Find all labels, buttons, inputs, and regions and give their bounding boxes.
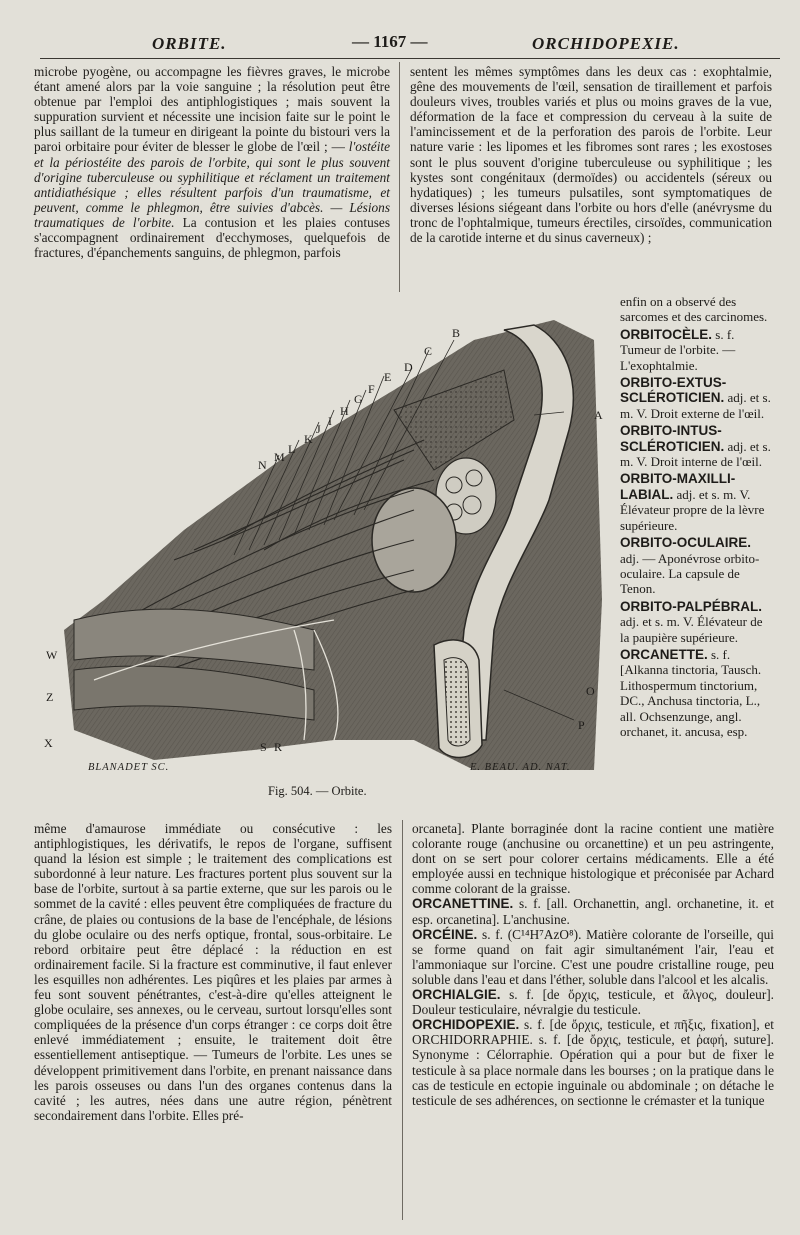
figure-label: F	[368, 382, 375, 396]
figure-label: P	[578, 718, 585, 732]
entry-headword: ORCÉINE.	[412, 926, 478, 942]
paragraph-text: sentent les mêmes symptômes dans les deux cas : exophtalmie, gêne des mouvements de l'œil, sensation de tiraillement et parfois douleurs vives, troubles variés et plus ou moins graves de la vue, déformation de la face et compression du cerveau à la suite de l'amincissement et de la perforation des parois de l'orbite. Leur nature varie : les lipomes et les fibromes sont rares ; les exostoses sont le plus souvent d'origine tuberculeuse ou syphilitique ; les kystes sont congénitaux (dermoïdes) ou accidentels (séreux ou hydatiques) ; les tumeurs pulsatiles, sont symptomatiques de diverses lésions siégeant dans l'orbite ou hors d'elle (anévrysme du tronc de l'ophtalmique, tumeurs érectiles, cirsoïdes, communication de la carotide interne et du sinus caverneux) ;	[410, 64, 772, 246]
entry-definition: adj. — Aponévrose orbito-oculaire. La capsule de Tenon.	[620, 550, 760, 597]
figure-label: X	[44, 736, 53, 750]
left-column-bottom	[34, 821, 392, 1123]
figure-label: Z	[46, 690, 54, 704]
entry-headword: ORBITO-INTUS-SCLÉROTICIEN.	[620, 423, 725, 454]
entry-headword: ORBITO-MAXILLI-LABIAL.	[620, 471, 736, 502]
entry-definition: adj. et s. m. V. Élévateur de la paupière supérieure.	[620, 614, 763, 645]
entry-definition: adj. et s. m. V. Droit interne de l'œil.	[620, 438, 771, 470]
page-number: — 1167 —	[352, 32, 428, 51]
entry-definition: s. f. [Alkanna tinctoria, Tausch. Lithospermum tinctorium, DC., Anchusa tinctoria, L., all. Ochsenzunge, angl. orchanet, it. ancusa, esp.	[620, 646, 762, 739]
figure-label: M	[274, 450, 285, 464]
figure-label: B	[452, 326, 461, 340]
entry	[412, 1017, 774, 1108]
right-column-bottom	[412, 821, 774, 1108]
figure-label: J	[316, 422, 321, 436]
entry	[412, 896, 774, 926]
figure-label: R	[274, 740, 283, 754]
engraver-credit: BLANADET SC.	[88, 762, 170, 773]
entry-headword: ORBITO-PALPÉBRAL.	[620, 598, 763, 614]
figure-label: L	[288, 442, 296, 456]
figure-label: H	[340, 404, 349, 418]
figure-label: W	[46, 648, 58, 662]
entry	[620, 327, 772, 373]
figure-label: S	[260, 740, 267, 754]
paragraph-text: l'ostéite et la périostéite des parois de l'orbite, qui sont le plus souvent d'origine tuberculeuse ou syphilitique et réclament un traitement antidiathésique ; elles résultent parfois d'un traumatisme, et peuvent, comme le phlegmon, être suivies d'abcès. —	[34, 139, 390, 215]
paragraph-text: La contusion et les plaies contuses s'accompagnent ordinairement d'ecchymoses, quelquefois de fractures, d'épanchements sanguins, de phlegmon, parfois	[34, 214, 390, 261]
orbit-anatomical-figure	[34, 300, 614, 790]
entry	[620, 375, 772, 421]
entry	[620, 471, 772, 533]
side-column	[620, 294, 772, 739]
entry-definition: adj. et s. m. V. Droit externe de l'œil.	[620, 390, 771, 421]
entry	[620, 647, 772, 739]
header-right-keyword: ORCHIDOPEXIE.	[532, 34, 680, 53]
column-divider	[402, 820, 403, 1220]
entry-headword: ORCANETTE.	[620, 646, 708, 662]
orbit-illustration	[34, 300, 614, 790]
entry	[412, 821, 774, 896]
entry-headword: ORBITO-OCULAIRE.	[620, 535, 751, 551]
artist-credit: E. BEAU. AD. NAT.	[470, 762, 571, 773]
lower-rim-cancellous	[444, 658, 470, 746]
entry-headword: ORCHIALGIE.	[412, 987, 501, 1003]
figure-caption: Fig. 504. — Orbite.	[268, 784, 367, 798]
entry	[412, 927, 774, 987]
figure-label: D	[404, 360, 413, 374]
paragraph-text: même d'amaurose immédiate ou consécutive : les antiphlogistiques, les dérivatifs, le repos de l'organe, suffisent quand la lésion est simple ; le traitement des complications est subordonné à leur nature. Les fractures portent plus souvent sur la base de l'orbite, surtout à sa partie externe, que sur les parois ou le sommet de la cavité : elles peuvent être compliquées de fracture du crâne, de plaies ou contusions de la base de l'encéphale, de lésions du globe oculaire ou des nerfs optique, frontal, sous-orbitaire. Le rebord orbitaire peut être déplacé : la réduction en est ordinairement facile. Si la fracture est comminutive, il faut enlever les esquilles non adhérentes. Les piqûres et les plaies par armes à feu sont souvent pénétrantes, c'est-à-dire qu'elles atteignent le globe oculaire, ses annexes, ou le cerveau, surtout lorsqu'elles sont compliquées de la présence d'un corps étranger : ce corps doit être enlevé immédiatement ; ensuite, le traitement doit être essentiellement antiseptique. — Tumeurs de l'orbite. Les unes se développent primitivement dans l'orbite, en prenant naissance dans les parois osseuses ou dans l'un des organes contenus dans la cavité ; les autres, nées dans une autre région, pénètrent secondairement dans l'orbite. Elles pré-	[34, 821, 392, 1123]
figure-label: O	[586, 684, 595, 698]
right-column-top	[410, 64, 772, 245]
paragraph-text: microbe pyogène, ou accompagne les fièvres graves, le microbe étant amené alors par la voie sanguine ; la résolution peut être obtenue par l'emploi des antiphlogistiques ; mais souvent la suppuration survient et nécessite une incision faite sur le point le plus saillant de la tumeur en dirigeant la pointe du bistouri vers la paroi orbitaire pour éviter de blesser le globe de l'œil ; —	[34, 64, 390, 155]
figure-label: N	[258, 458, 267, 472]
entry-definition: s. f. (C¹⁴H⁷AzO⁸). Matière colorante de l'orseille, qui se forme quand on fait agir simultanément l'air, l'eau et l'ammoniaque sur l'orcine. C'est une poudre cristalline rouge, peu soluble dans l'eau et dans l'éther, soluble dans l'alcool et les alcalis.	[412, 926, 774, 987]
entry-definition: s. f. [de ὄρχις, testicule, et πῆξις, fixation], et ORCHIDORRAPHIE. s. f. [de ὄρχις, testicule, et ῥαφή, suture]. Synonyme : Célorraphie. Opération qui a pour but de fixer le testicule à sa place normale dans les bourses ; on la pratique dans le cas de testicule en ectopie inguinale ou abdominale ; on détache le testicule de ses adhérences, on sectionne le crémaster et la tunique	[412, 1017, 774, 1108]
figure-label: I	[328, 414, 332, 428]
entry-headword: ORBITO-EXTUS-SCLÉROTICIEN.	[620, 375, 727, 406]
section-heading: Lésions traumatiques de l'orbite.	[34, 199, 390, 230]
figure-label: E	[384, 370, 392, 384]
entry-definition: orcaneta]. Plante borraginée dont la racine contient une matière colorante rouge (anchusine ou orcanettine) et un peu astringente, dont on se sert pour colorer certains médicaments. Elle a été employée aussi en technique histologique et préconisée par Achard comme colorant de la graisse.	[412, 821, 774, 897]
figure-label: G	[354, 392, 363, 406]
entry	[620, 535, 772, 597]
entry-definition: s. f. [all. Orchanettin, angl. orchanetine, it. et esp. orcanetina]. L'anchusine.	[412, 896, 774, 927]
continuation-text: enfin on a observé des sarcomes et des carcinomes.	[620, 294, 768, 325]
entry-definition: s. f. [de ὄρχις, testicule, et ἄλγος, douleur]. Douleur testiculaire, névralgie du testicule.	[412, 987, 775, 1018]
page-header	[0, 30, 800, 60]
entry	[620, 599, 772, 645]
entry	[412, 987, 774, 1017]
entry-definition: adj. et s. m. V. Élévateur propre de la lèvre supérieure.	[620, 486, 765, 533]
figure-label: A	[594, 408, 603, 422]
header-rule	[40, 58, 780, 59]
entry-headword: ORBITOCÈLE.	[620, 326, 713, 342]
figure-label: K	[304, 432, 313, 446]
left-column-top	[34, 64, 390, 260]
entry	[620, 423, 772, 469]
entry-definition: s. f. Tumeur de l'orbite. — L'exophtalmie.	[620, 326, 736, 373]
header-left-keyword: ORBITE.	[152, 34, 227, 53]
column-divider	[399, 62, 400, 292]
entry-headword: ORCANETTINE.	[412, 896, 514, 912]
figure-label: C	[424, 344, 433, 358]
entry-headword: ORCHIDOPEXIE.	[412, 1017, 520, 1033]
